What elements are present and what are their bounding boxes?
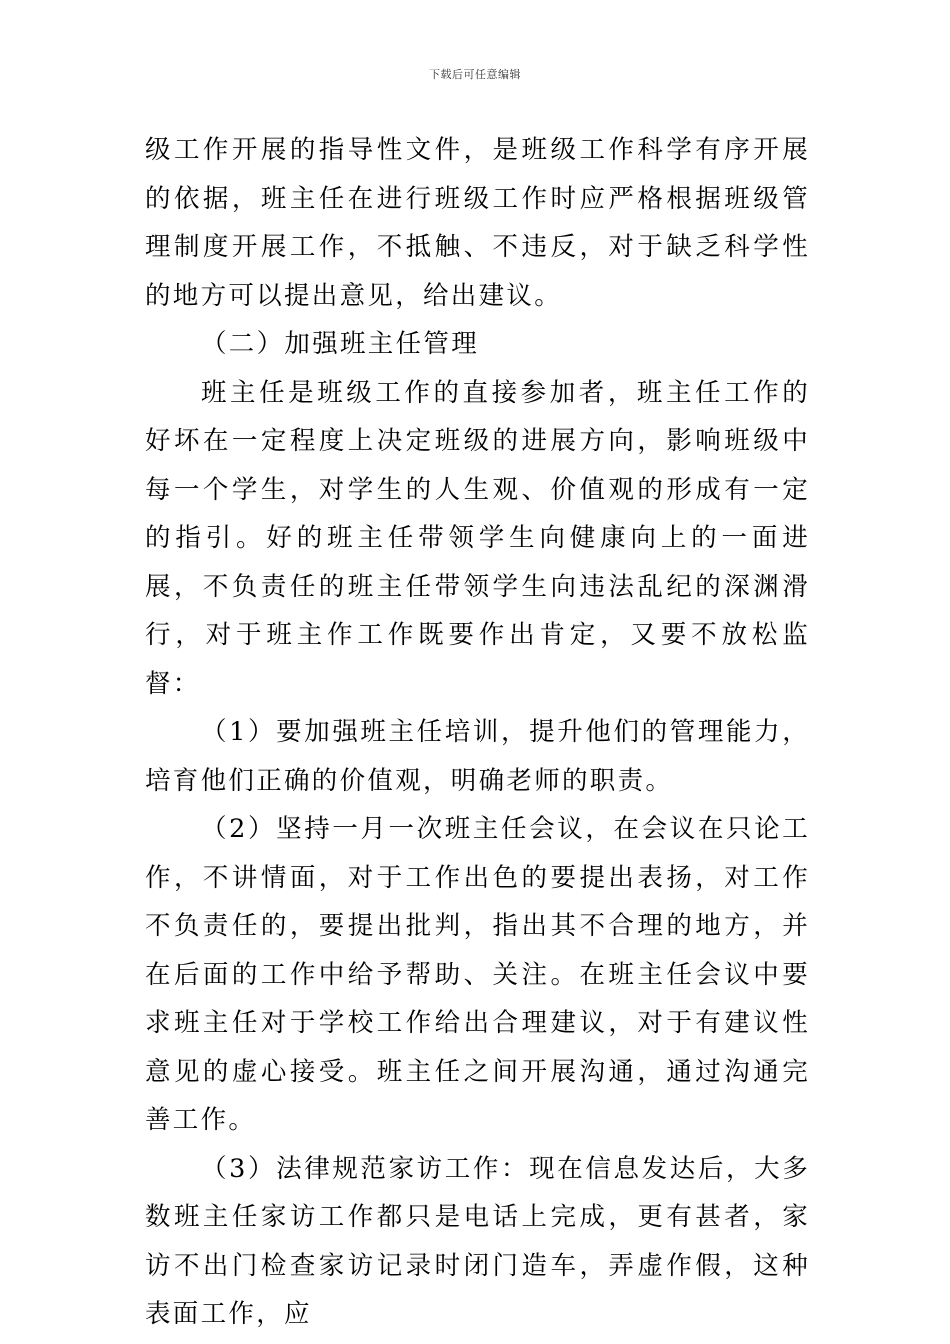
list-item-2: （2）坚持一月一次班主任会议，在会议在只论工作，不讲情面，对于工作出色的要提出表扬，对工作不负责任的，要提出批判，指出其不合理的地方，并在后面的工作中给予帮助、关注。在班主任会议中要求班主任对于学校工作给出合理建议，对于有建议性意见的虚心接受。班主任之间开展沟通，通过沟通完善工作。 — [145, 814, 810, 1135]
list-item-3: （3）法律规范家访工作：现在信息发达后，大多数班主任家访工作都只是电话上完成，更有甚者，家访不出门检查家访记录时闭门造车，弄虚作假，这种表面工作，应 — [145, 1153, 810, 1329]
list-item-1: （1）要加强班主任培训，提升他们的管理能力，培育他们正确的价值观，明确老师的职责。 — [145, 717, 810, 796]
paragraph-continuation: 级工作开展的指导性文件，是班级工作科学有序开展的依据，班主任在进行班级工作时应严格根据班级管理制度开展工作，不抵触、不违反，对于缺乏科学性的地方可以提出意见，给出建议。 — [145, 135, 810, 311]
paragraph-intro: 班主任是班级工作的直接参加者，班主任工作的好坏在一定程度上决定班级的进展方向，影响班级中每一个学生，对学生的人生观、价值观的形成有一定的指引。好的班主任带领学生向健康向上的一面进展，不负责任的班主任带领学生向违法乱纪的深渊滑行，对于班主作工作既要作出肯定，又要不放松监督： — [145, 377, 810, 699]
page-header-note: 下载后可任意编辑 — [429, 68, 521, 81]
section-heading: （二）加强班主任管理 — [201, 329, 480, 359]
document-body — [145, 126, 810, 1339]
